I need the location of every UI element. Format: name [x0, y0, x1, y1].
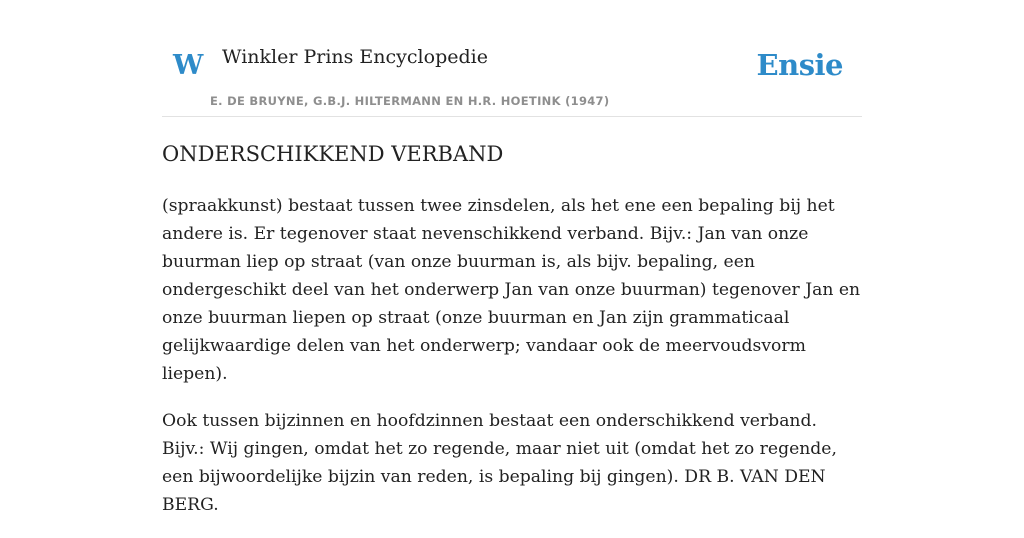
source-header: [162, 0, 862, 117]
entry-paragraph: (spraakkunst) bestaat tussen twee zinsdelen, als het ene een bepaling bij het andere is. Er tegenover staat nevenschikkend verband. Bijv.: Jan van onze buurman liep op straat (van onze buurman is, als bijv. bepaling, een ondergeschikt deel van het onderwerp Jan van onze buurman) tegenover Jan en onze buurman liepen op straat (onze buurman en Jan zijn grammaticaal gelijkwaardige delen van het onderwerp; vandaar ook de meervoudsvorm liepen).: [162, 196, 861, 384]
source-title[interactable]: Winkler Prins Encyclopedie: [222, 46, 488, 68]
ensie-logo[interactable]: Ensie: [756, 48, 843, 82]
entry-title: ONDERSCHIKKEND VERBAND: [162, 142, 504, 166]
entry-body: [162, 192, 862, 538]
source-authors: E. DE BRUYNE, G.B.J. HILTERMANN EN H.R. HOETINK (1947): [210, 94, 610, 108]
page: [162, 0, 862, 515]
winkler-prins-logo[interactable]: W: [173, 50, 204, 81]
entry-paragraph: Ook tussen bijzinnen en hoofdzinnen bestaat een onderschikkend verband. Bijv.: Wij gingen, omdat het zo regende, maar niet uit (omdat het zo regende, een bijwoordelijke bijzin van reden, is bepaling bij gingen). DR B. VAN DEN BERG.: [162, 411, 837, 515]
